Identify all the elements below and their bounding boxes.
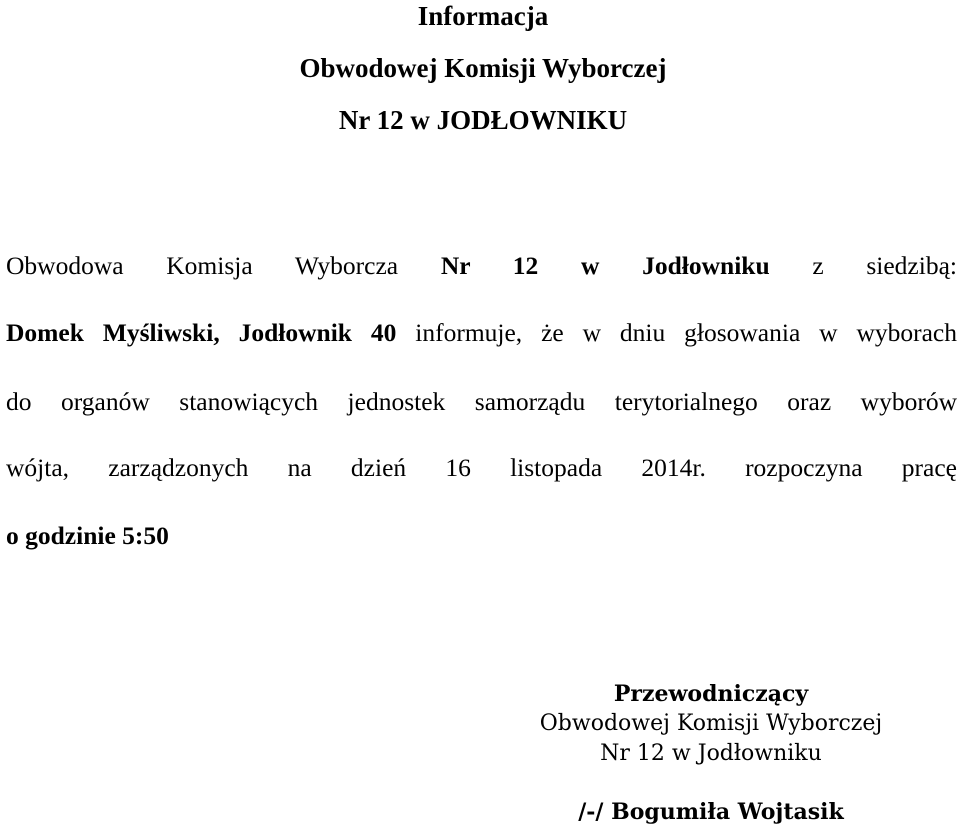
- signature-mark: /-/: [578, 799, 604, 825]
- body-line-4: wójta, zarządzonych na dzień 16 listopada 2014r. rozpoczyna pracę: [6, 453, 957, 482]
- body-line-3: do organów stanowiących jednostek samorządu terytorialnego oraz wyborów: [6, 387, 957, 416]
- signature-line: [490, 798, 932, 826]
- doc-title: Informacja: [417, 1, 549, 31]
- doc-title-committee: Obwodowej Komisji Wyborczej: [299, 53, 667, 83]
- body-line-2-address: Domek Myśliwski, Jodłownik 40: [6, 318, 397, 347]
- body-line-2-b: informuje, że w dniu głosowania w wyborach: [396, 318, 958, 347]
- signature-org: Obwodowej Komisji Wyborczej: [539, 711, 883, 736]
- doc-title-number: Nr 12 w JODŁOWNIKU: [338, 105, 628, 135]
- body-line-1-committee: Nr 12 w Jodłowniku: [440, 251, 770, 280]
- body-line-1-c: z siedzibą:: [769, 251, 957, 280]
- signature-place: Nr 12 w Jodłowniku: [600, 741, 822, 766]
- body-line-5-time: o godzinie 5:50: [6, 521, 169, 550]
- body-line-1: [6, 250, 957, 282]
- body-line-2: [6, 317, 957, 349]
- signature-name: Bogumiła Wojtasik: [611, 799, 844, 825]
- signature-role: Przewodniczący: [613, 681, 809, 707]
- body-line-1-a: Obwodowa Komisja Wyborcza: [6, 251, 441, 280]
